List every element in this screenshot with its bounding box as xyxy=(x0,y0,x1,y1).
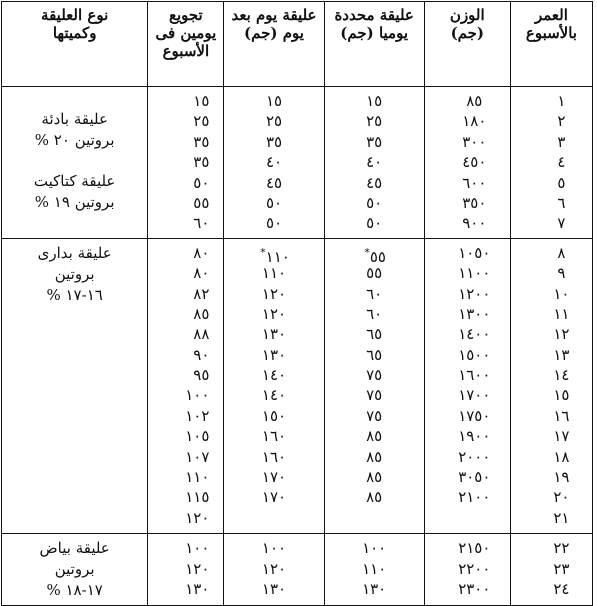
value-item: ٣٥ xyxy=(193,132,210,151)
value-item: ١٣٠ xyxy=(261,579,287,598)
value-item: ٧٥ xyxy=(366,386,383,405)
every-other-day-values xyxy=(224,243,323,508)
value-item: ١٤٠ xyxy=(261,366,287,385)
value-item: ١٢٠ xyxy=(261,559,287,578)
header-age xyxy=(510,2,592,87)
value-item: ١١ xyxy=(553,304,570,323)
value-item: ٢٤ xyxy=(553,579,570,598)
value-item: ١٠٥٠ xyxy=(458,243,491,262)
value-item: ١٧ xyxy=(553,427,570,446)
value-item: ٧٥ xyxy=(366,366,383,385)
footnote-star: * xyxy=(260,245,266,259)
value-item: ٥٠ xyxy=(265,193,283,212)
value-item: ٢٥ xyxy=(366,112,383,131)
value-item: ١٣٠ xyxy=(185,579,210,598)
value-item: ١٥٠ xyxy=(261,406,287,425)
value-item: ٦٠ xyxy=(366,284,383,303)
feed-type-line: بروتين xyxy=(54,264,95,283)
value-item: ٥ xyxy=(557,173,566,192)
value-item: ٤ xyxy=(557,153,566,172)
value-item: ٣٥ xyxy=(193,153,210,172)
age-cell xyxy=(510,87,592,239)
value-item: ٨٠ xyxy=(193,264,210,283)
feed-type-description xyxy=(2,538,147,601)
value-item: ١٦٠٠ xyxy=(458,366,491,385)
feed-type-cell xyxy=(2,87,148,239)
value-item: ١٢٠ xyxy=(261,284,287,303)
value-item: ١٢٠ xyxy=(261,304,287,323)
value-item: ١٨ xyxy=(553,447,570,466)
feed-type-description xyxy=(2,91,147,213)
value-item: ١٣ xyxy=(553,345,570,364)
feed-group-row xyxy=(2,238,593,533)
value-item: ١٣٠٠ xyxy=(458,304,491,323)
feed-type-line: ١٧-١٨ % xyxy=(46,581,103,600)
value-item: ٨٥ xyxy=(366,488,383,507)
value-item: ١٣٠ xyxy=(261,345,287,364)
value-item: ١١٠* xyxy=(260,245,290,266)
value-item: ٢١٥٠ xyxy=(458,539,491,558)
value-item: ١٠٠ xyxy=(185,386,210,405)
header-fasting-line-3: الأسبوع xyxy=(162,42,210,60)
age-values xyxy=(511,538,592,599)
value-item: ٨٥ xyxy=(366,447,383,466)
feed-group-row xyxy=(2,534,593,606)
value-item: ٥٥ xyxy=(193,193,210,212)
header-limited-feed-line-2: يوميا (جم) xyxy=(340,24,409,42)
header-every-other-day-line-1: عليقة يوم بعد xyxy=(231,6,317,24)
value-item: ٥٠ xyxy=(366,214,383,233)
value-item: ١٠٠ xyxy=(362,539,387,558)
age-cell xyxy=(510,238,592,533)
header-limited-feed-line-1: عليقة محددة xyxy=(334,6,414,24)
value-item: ٦ xyxy=(557,193,566,212)
value-item: ٤٥ xyxy=(265,173,283,192)
value-item: ٨٢ xyxy=(193,284,210,303)
value-item: ١٤٠٠ xyxy=(458,325,491,344)
table-body xyxy=(2,87,593,606)
value-item: ١٨٠ xyxy=(462,112,487,131)
value-item: ٨٥ xyxy=(366,468,383,487)
feed-type-line: عليقة كتاكيت xyxy=(33,172,116,190)
value-item: ١٠ xyxy=(553,284,570,303)
value-item: ٦٠ xyxy=(366,304,383,323)
value-item: ١٥ xyxy=(193,92,210,110)
limited-feed-cell xyxy=(324,87,424,239)
header-limited-feed xyxy=(324,2,424,87)
every-other-day-cell xyxy=(224,534,324,606)
age-values xyxy=(511,243,592,528)
every-other-day-cell xyxy=(224,238,324,533)
feed-type-cell xyxy=(2,534,148,606)
value-item: ٥٥ xyxy=(366,264,383,283)
weight-values xyxy=(425,538,510,599)
value-item: ١٢٠ xyxy=(185,559,210,578)
value-item: ٢١٠٠ xyxy=(458,488,491,507)
value-item: ١٩ xyxy=(553,468,570,487)
feed-type-description xyxy=(2,243,147,306)
value-item: ٢٥ xyxy=(193,112,210,131)
feed-type-line: بروتين ١٩ % xyxy=(34,193,115,211)
value-item: ٢٣٠٠ xyxy=(458,579,491,598)
header-age-line-1: العمر xyxy=(534,6,568,24)
feed-type-line: بروتين xyxy=(54,560,95,579)
value-item: ١٥ xyxy=(265,92,283,110)
header-feed-type xyxy=(2,2,148,87)
header-weight-line-2: (جم) xyxy=(450,24,485,42)
feed-type-line: ١٦-١٧ % xyxy=(46,285,103,304)
limited-feed-values xyxy=(325,91,424,234)
value-item: ٢٠٠٠ xyxy=(458,447,491,466)
value-item: ٥٠ xyxy=(193,173,210,192)
fasting-values xyxy=(148,538,223,599)
value-item: ٦٥ xyxy=(366,345,383,364)
limited-feed-cell xyxy=(324,238,424,533)
value-item: ٣ xyxy=(557,132,566,151)
value-item: ١٤ xyxy=(553,366,570,385)
value-item: ٩٠ xyxy=(193,345,210,364)
value-item: ٣٠٥٠ xyxy=(458,468,491,487)
fasting-values xyxy=(148,91,223,234)
value-item: ١ xyxy=(557,92,566,110)
weight-cell xyxy=(424,534,510,606)
value-item: ٧٥ xyxy=(366,406,383,425)
every-other-day-cell xyxy=(224,87,324,239)
value-item: ٥٠ xyxy=(366,193,383,212)
value-item: ١٠٢ xyxy=(185,406,210,425)
value-item: ٥٠ xyxy=(265,214,283,233)
value-item: ٨٥ xyxy=(193,304,210,323)
value-item: ٦٠ xyxy=(193,214,210,233)
value-item: ١٤٠ xyxy=(261,386,287,405)
value-item: ١٢٠ xyxy=(185,508,210,527)
feed-type-cell xyxy=(2,238,148,533)
value-item: ١٠٥ xyxy=(185,427,210,446)
value-item: ١٠٧ xyxy=(185,447,210,466)
value-item: ١٣٠ xyxy=(261,325,287,344)
value-item: ١٧٠٠ xyxy=(458,386,491,405)
value-item: ١٠٠ xyxy=(185,539,210,558)
value-item: ١١٠٠ xyxy=(458,264,491,283)
header-every-other-day xyxy=(224,2,324,87)
header-row xyxy=(2,2,593,87)
value-item: ١٧٠ xyxy=(261,468,287,487)
value-item: ٢١ xyxy=(553,508,570,527)
header-every-other-day-line-2: يوم (جم) xyxy=(244,24,304,42)
value-item: ١٩٠٠ xyxy=(458,427,491,446)
value-item: ٨٠ xyxy=(193,243,210,262)
header-age-line-2: بالأسبوع xyxy=(525,24,577,42)
value-item: ١٥ xyxy=(553,386,570,405)
value-item: ٢ xyxy=(557,112,566,131)
age-cell xyxy=(510,534,592,606)
value-item: ٢٠ xyxy=(553,488,570,507)
value-item: ١١٠ xyxy=(185,468,210,487)
value-item: ٤٠ xyxy=(265,153,283,172)
spacer xyxy=(8,151,141,171)
header-feed-type-line-2: وكميتها xyxy=(52,24,97,42)
value-item: ٣٥ xyxy=(366,132,383,151)
value-item: ٣٠٠ xyxy=(462,132,487,151)
value-item: ١١٥ xyxy=(185,488,210,507)
header-feed-type-line-1: نوع العليقة xyxy=(41,6,109,24)
value-item: ١٦٠ xyxy=(261,447,287,466)
feed-type-line: عليقة بياض xyxy=(39,539,110,558)
value-item: ٤٠ xyxy=(366,153,383,172)
every-other-day-values xyxy=(224,538,323,599)
feed-type-line: عليقة بدارى xyxy=(37,243,112,262)
limited-feed-values xyxy=(325,538,424,599)
value-item: ٥٥* xyxy=(364,245,386,266)
feed-type-line: بروتين ٢٠ % xyxy=(34,131,115,149)
weight-values xyxy=(425,243,510,508)
value-item: ٨٥ xyxy=(466,92,483,110)
header-weight-line-1: الوزن xyxy=(449,6,485,24)
feed-type-line: عليقة بادئة xyxy=(41,110,108,128)
header-fasting xyxy=(148,2,224,87)
value-item: ٩ xyxy=(557,264,566,283)
value-item: ١١٠ xyxy=(362,559,387,578)
limited-feed-values xyxy=(325,243,424,508)
value-item: ١٣٠ xyxy=(362,579,387,598)
value-item: ٧ xyxy=(557,214,566,233)
value-item: ٢٥ xyxy=(265,112,283,131)
value-item: ٤٥ xyxy=(366,173,383,192)
value-item: ٢٣ xyxy=(553,559,570,578)
value-item: ١٧٥٠ xyxy=(458,406,491,425)
feeding-schedule-table xyxy=(1,1,593,606)
value-item: ٨ xyxy=(557,243,566,262)
weight-cell xyxy=(424,87,510,239)
value-item: ٩٠٠ xyxy=(462,214,487,233)
fasting-cell xyxy=(148,87,224,239)
value-item: ١٧٠ xyxy=(261,488,287,507)
value-item: ٢٢ xyxy=(553,539,570,558)
value-item: ٦٠٠ xyxy=(462,173,487,192)
value-item: ١٦٠ xyxy=(261,427,287,446)
value-item: ٤٥٠ xyxy=(462,153,487,172)
value-item: ٦٥ xyxy=(366,325,383,344)
value-item: ١٦ xyxy=(553,406,570,425)
feed-group-row xyxy=(2,87,593,239)
weight-cell xyxy=(424,238,510,533)
value-item: ٣٥٠ xyxy=(462,193,487,212)
header-fasting-line-2: يومين فى xyxy=(155,24,217,42)
value-item: ٩٥ xyxy=(193,366,210,385)
value-item: ٣٥ xyxy=(265,132,283,151)
age-values xyxy=(511,91,592,234)
value-item: ٨٥ xyxy=(366,427,383,446)
value-item: ١٠٠ xyxy=(261,539,287,558)
value-item: ١٥ xyxy=(366,92,383,110)
value-item: ١١٠ xyxy=(261,264,287,283)
value-item: ٨٨ xyxy=(193,325,210,344)
footnote-star: * xyxy=(364,245,370,259)
weight-values xyxy=(425,91,510,234)
header-weight xyxy=(424,2,510,87)
value-item: ١٢ xyxy=(553,325,570,344)
limited-feed-cell xyxy=(324,534,424,606)
fasting-cell xyxy=(148,238,224,533)
value-item: ٢٢٠٠ xyxy=(458,559,491,578)
fasting-cell xyxy=(148,534,224,606)
fasting-values xyxy=(148,243,223,528)
every-other-day-values xyxy=(224,91,323,234)
value-item: ١٢٠٠ xyxy=(458,284,491,303)
header-fasting-line-1: تجويع xyxy=(168,6,203,24)
value-item: ١٥٠٠ xyxy=(458,345,491,364)
